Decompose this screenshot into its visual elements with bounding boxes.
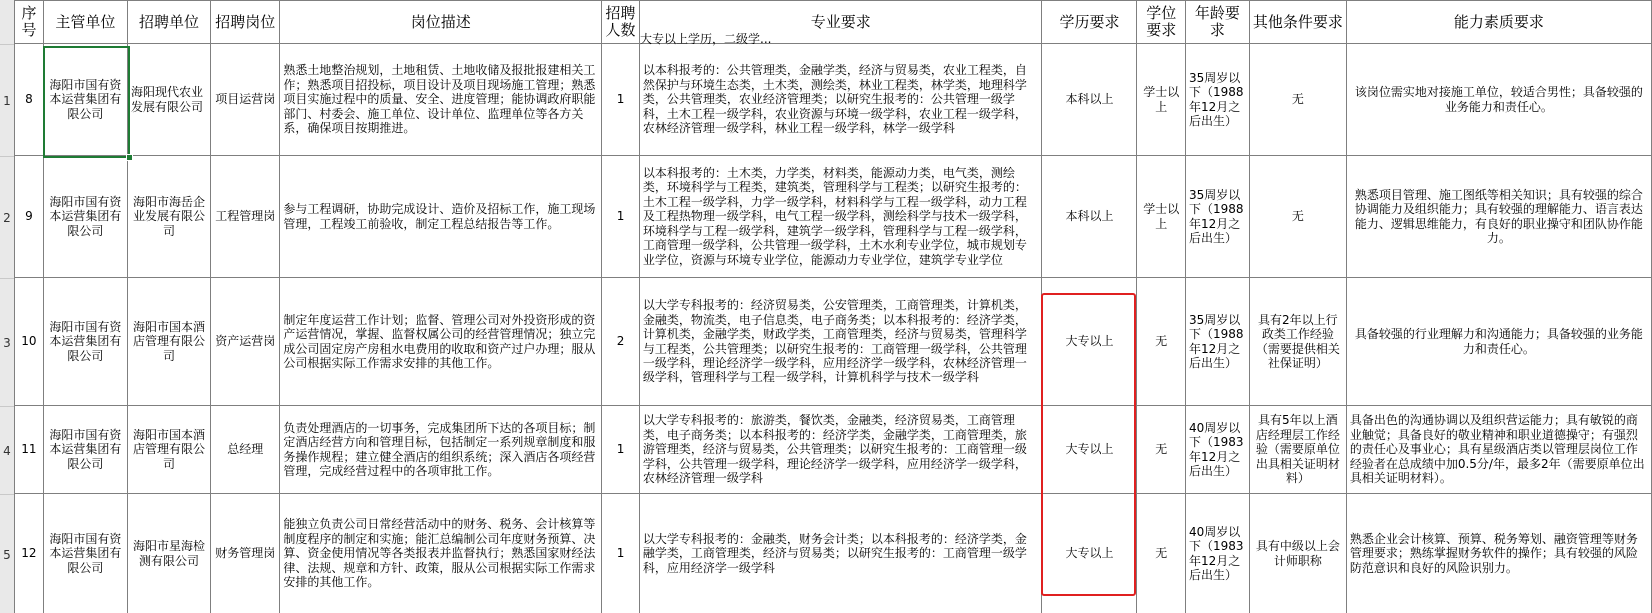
fill-handle[interactable]	[126, 154, 133, 161]
cell-post[interactable]: 项目运营岗	[211, 44, 280, 156]
cell-edu[interactable]: 大专以上	[1042, 494, 1137, 613]
header-post[interactable]: 招聘岗位	[211, 1, 280, 44]
cell-other[interactable]: 具有2年以上行政类工作经验（需要提供相关社保证明）	[1249, 278, 1346, 406]
cell-dept[interactable]: 海阳市国有资本运营集团有限公司	[43, 494, 127, 613]
table-row	[15, 44, 1652, 156]
cell-age[interactable]: 35周岁以下（1988年12月之后出生）	[1186, 44, 1250, 156]
cell-unit[interactable]: 海阳现代农业发展有限公司	[127, 44, 210, 156]
row-header[interactable]: 4	[0, 407, 14, 495]
cell-unit[interactable]: 海阳市海岳企业发展有限公司	[127, 156, 210, 278]
cell-age[interactable]: 40周岁以下（1983年12月之后出生）	[1186, 406, 1250, 494]
cell-count[interactable]: 2	[602, 278, 640, 406]
cell-ability[interactable]: 该岗位需实地对接施工单位，较适合男性；具备较强的业务能力和责任心。	[1346, 44, 1651, 156]
cell-desc[interactable]: 负责处理酒店的一切事务，完成集团所下达的各项目标；制定酒店经营方向和管理目标，包括制定一系列规章制度和服务操作规程；建立健全酒店的组织系统；深入酒店各项经营管理，完成经营过程中的各项审批工作。	[280, 406, 602, 494]
cell-age[interactable]: 35周岁以下（1988年12月之后出生）	[1186, 156, 1250, 278]
table-row	[15, 406, 1652, 494]
recruitment-table	[14, 0, 1652, 613]
cell-ability[interactable]: 具备较强的行业理解力和沟通能力；具备较强的业务能力和责任心。	[1346, 278, 1651, 406]
table-row	[15, 494, 1652, 613]
cell-desc[interactable]: 能独立负责公司日常经营活动中的财务、税务、会计核算等制度程序的制定和实施；能汇总编制公司年度财务预算、决算、资金使用情况等各类报表并监督执行；熟悉国家财经法律、法规、规章和方针、政策，服从公司根据实际工作需求安排的其他工作。	[280, 494, 602, 613]
cell-degree[interactable]: 无	[1137, 278, 1186, 406]
header-count[interactable]: 招聘人数	[602, 1, 640, 44]
cell-no[interactable]: 9	[15, 156, 44, 278]
cell-degree[interactable]: 学士以上	[1137, 44, 1186, 156]
header-other[interactable]: 其他条件要求	[1249, 1, 1346, 44]
cell-no[interactable]: 11	[15, 406, 44, 494]
cell-dept[interactable]: 海阳市国有资本运营集团有限公司	[43, 278, 127, 406]
cell-other[interactable]: 无	[1249, 156, 1346, 278]
table-row	[15, 278, 1652, 406]
cell-edu[interactable]: 大专以上	[1042, 406, 1137, 494]
cell-edu[interactable]: 大专以上	[1042, 278, 1137, 406]
cell-count[interactable]: 1	[602, 44, 640, 156]
cell-degree[interactable]: 学士以上	[1137, 156, 1186, 278]
header-age[interactable]: 年龄要求	[1186, 1, 1250, 44]
table-row	[15, 156, 1652, 278]
row-header-blank	[0, 0, 14, 45]
cell-major[interactable]: 以大学专科报考的：经济贸易类，公安管理类，工商管理类，计算机类，金融类，物流类，电子信息类，电子商务类；以本科报考的：经济学类，计算机类，金融学类，财政学类，工商管理类，经济与贸易类，管理科学与工程类，公共管理类；以研究生报考的：工商管理一级学科，公共管理一级学科，理论经济学一级学科，应用经济学一级学科，农林经济管理一级学科，管理科学与工程一级学科，计算机科学与技术一级学科	[639, 278, 1042, 406]
cell-unit[interactable]: 海阳市国本酒店管理有限公司	[127, 406, 210, 494]
row-header[interactable]: 3	[0, 279, 14, 407]
cell-desc[interactable]: 制定年度运营工作计划；监督、管理公司对外投资形成的资产运营情况，掌握、监督权属公司的经营管理情况；独立完成公司固定房产房租水电费用的收取和资产过户办理；服从公司根据实际工作需求安排的其他工作。	[280, 278, 602, 406]
cell-no[interactable]: 12	[15, 494, 44, 613]
cell-no[interactable]: 10	[15, 278, 44, 406]
row-header[interactable]: 1	[0, 45, 14, 157]
cell-ability[interactable]: 具备出色的沟通协调以及组织营运能力；具有敏锐的商业触觉；具备良好的敬业精神和职业道德操守；有强烈的责任心及事业心；具有星级酒店类以管理层岗位工作经验者在总成绩中加0.5分/年，最多2年（需要原单位出具相关证明材料）。	[1346, 406, 1651, 494]
header-degree[interactable]: 学位要求	[1137, 1, 1186, 44]
cell-dept[interactable]: 海阳市国有资本运营集团有限公司	[43, 44, 127, 156]
header-unit[interactable]: 招聘单位	[127, 1, 210, 44]
cell-post[interactable]: 资产运营岗	[211, 278, 280, 406]
cell-edu[interactable]: 本科以上	[1042, 44, 1137, 156]
cell-unit[interactable]: 海阳市星海检测有限公司	[127, 494, 210, 613]
header-major[interactable]: 专业要求	[639, 1, 1042, 44]
row-header[interactable]: 2	[0, 157, 14, 279]
cell-major[interactable]: 以本科报考的：土木类，力学类，材料类，能源动力类，电气类，测绘类，环境科学与工程类，建筑类，管理科学与工程类；以研究生报考的：土木工程一级学科，力学一级学科，材料科学与工程一级学科，动力工程及工程热物理一级学科，电气工程一级学科，测绘科学与技术一级学科，环境科学与工程一级学科，建筑学一级学科，管理科学与工程一级学科，工商管理一级学科，公共管理一级学科，土木水利专业学位，城市规划专业学位，资源与环境专业学位，能源动力专业学位，建筑学专业学位	[639, 156, 1042, 278]
cell-major[interactable]: 以大学专科报考的：金融类，财务会计类；以本科报考的：经济学类，金融学类，工商管理类，经济与贸易类；以研究生报考的：工商管理一级学科，应用经济学一级学科	[639, 494, 1042, 613]
row-header-column	[0, 0, 15, 613]
cell-post[interactable]: 总经理	[211, 406, 280, 494]
cell-other[interactable]: 具有5年以上酒店经理层工作经验（需要原单位出具相关证明材料）	[1249, 406, 1346, 494]
cell-ability[interactable]: 熟悉项目管理、施工图纸等相关知识；具有较强的综合协调能力及组织能力；具有较强的理解能力、语言表达能力、逻辑思维能力，有良好的职业操守和团队协作能力。	[1346, 156, 1651, 278]
cell-desc[interactable]: 熟悉土地整治规划，土地租赁、土地收储及报批报建相关工作；熟悉项目招投标，项目设计及项目现场施工管理；熟悉项目实施过程中的质量、安全、进度管理；能协调政府职能部门、村委会、施工单位、设计单位、监理单位等各方关系，确保项目按期推进。	[280, 44, 602, 156]
header-desc[interactable]: 岗位描述	[280, 1, 602, 44]
row-header[interactable]: 5	[0, 495, 14, 613]
header-no[interactable]: 序号	[15, 1, 44, 44]
header-row	[15, 1, 1652, 44]
cell-age[interactable]: 35周岁以下（1988年12月之后出生）	[1186, 278, 1250, 406]
cell-count[interactable]: 1	[602, 156, 640, 278]
header-dept[interactable]: 主管单位	[43, 1, 127, 44]
cell-major[interactable]: 以本科报考的：公共管理类，金融学类，经济与贸易类，农业工程类，自然保护与环境生态类，土木类，测绘类，林业工程类，林学类，地理科学类，公共管理类，农业经济管理类；以研究生报考的：公共管理一级学科，土木工程一级学科，农业资源与环境一级学科，农业工程一级学科，农林经济管理一级学科，林业工程一级学科，林学一级学科	[639, 44, 1042, 156]
cell-edu[interactable]: 本科以上	[1042, 156, 1137, 278]
cell-dept[interactable]: 海阳市国有资本运营集团有限公司	[43, 156, 127, 278]
cell-ability[interactable]: 熟悉企业会计核算、预算、税务筹划、融资管理等财务管理要求；熟练掌握财务软件的操作；具有较强的风险防范意识和良好的风险识别力。	[1346, 494, 1651, 613]
cell-other[interactable]: 无	[1249, 44, 1346, 156]
cell-degree[interactable]: 无	[1137, 494, 1186, 613]
cell-major[interactable]: 以大学专科报考的：旅游类，餐饮类，金融类，经济贸易类，工商管理类，电子商务类；以本科报考的：经济学类，金融学类，工商管理类，旅游管理类，经济与贸易类，公共管理类；以研究生报考的：工商管理一级学科，公共管理一级学科，理论经济学一级学科，应用经济学一级学科，农林经济管理一级学科	[639, 406, 1042, 494]
header-ability[interactable]: 能力素质要求	[1346, 1, 1651, 44]
cell-desc[interactable]: 参与工程调研，协助完成设计、造价及招标工作，施工现场管理，工程竣工前验收，制定工程总结报告等工作。	[280, 156, 602, 278]
cell-post[interactable]: 财务管理岗	[211, 494, 280, 613]
cell-count[interactable]: 1	[602, 494, 640, 613]
cell-other[interactable]: 具有中级以上会计师职称	[1249, 494, 1346, 613]
cell-count[interactable]: 1	[602, 406, 640, 494]
header-edu[interactable]: 学历要求	[1042, 1, 1137, 44]
cell-degree[interactable]: 无	[1137, 406, 1186, 494]
cell-age[interactable]: 40周岁以下（1983年12月之后出生）	[1186, 494, 1250, 613]
cell-unit[interactable]: 海阳市国本酒店管理有限公司	[127, 278, 210, 406]
cell-no[interactable]: 8	[15, 44, 44, 156]
cell-post[interactable]: 工程管理岗	[211, 156, 280, 278]
cell-dept[interactable]: 海阳市国有资本运营集团有限公司	[43, 406, 127, 494]
overflow-text: 大专以上学历，二级学...	[640, 32, 772, 46]
